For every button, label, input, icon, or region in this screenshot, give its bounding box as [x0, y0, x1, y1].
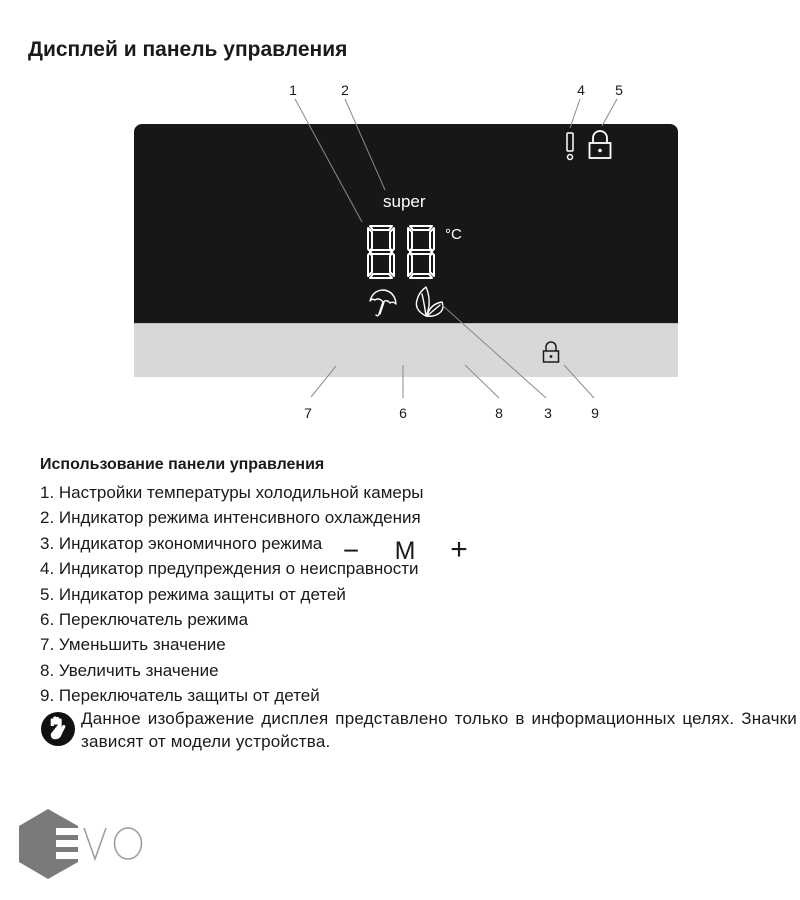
page-title: Дисплей и панель управления — [28, 38, 348, 61]
callout-1: 1 — [289, 82, 297, 98]
digit-2 — [408, 226, 434, 278]
callout-6: 6 — [399, 405, 407, 421]
list-item: 8. Увеличить значение — [40, 660, 219, 680]
evo-logo — [18, 808, 158, 880]
increase-button[interactable]: + — [450, 533, 468, 566]
callout-2: 2 — [341, 82, 349, 98]
decrease-button[interactable]: − — [342, 535, 360, 566]
note-text: Данное изображение дисплея представлено только в информационных целях. Значки зависят от модели устройства. — [81, 709, 797, 751]
list-item: 7. Уменьшить значение — [40, 635, 226, 655]
usage-heading: Использование панели управления — [40, 456, 325, 473]
list-item: 9. Переключатель защиты от детей — [40, 686, 320, 706]
callout-4: 4 — [577, 82, 585, 98]
leader-line-5 — [602, 99, 617, 126]
list-item: 5. Индикатор режима защиты от детей — [40, 584, 346, 604]
umbrella-icon — [367, 287, 399, 319]
list-item: 3. Индикатор экономичного режима — [40, 533, 323, 553]
digit-1 — [368, 226, 394, 278]
logo-letter-v — [84, 828, 106, 859]
warning-exclamation-icon — [562, 132, 578, 164]
callout-3: 3 — [544, 405, 552, 421]
temperature-digits — [364, 224, 440, 280]
logo-letter-o — [115, 828, 142, 859]
child-lock-button[interactable] — [542, 340, 560, 364]
list-item: 6. Переключатель режима — [40, 609, 249, 629]
stop-hand-icon — [40, 711, 76, 747]
list-item: 2. Индикатор режима интенсивного охлаждения — [40, 508, 421, 528]
list-item: 1. Настройки температуры холодильной камеры — [40, 483, 424, 502]
celsius-unit: °C — [445, 226, 462, 243]
eco-leaf-icon — [412, 284, 448, 320]
mode-button[interactable]: M — [394, 537, 416, 565]
callout-7: 7 — [304, 405, 312, 421]
callout-5: 5 — [615, 82, 623, 98]
list-item: 4. Индикатор предупреждения о неисправности — [40, 559, 419, 579]
callout-8: 8 — [495, 405, 503, 421]
super-cooling-indicator: super — [383, 192, 426, 211]
callout-9: 9 — [591, 405, 599, 421]
child-lock-indicator-icon — [588, 129, 612, 161]
usage-list — [40, 480, 424, 709]
